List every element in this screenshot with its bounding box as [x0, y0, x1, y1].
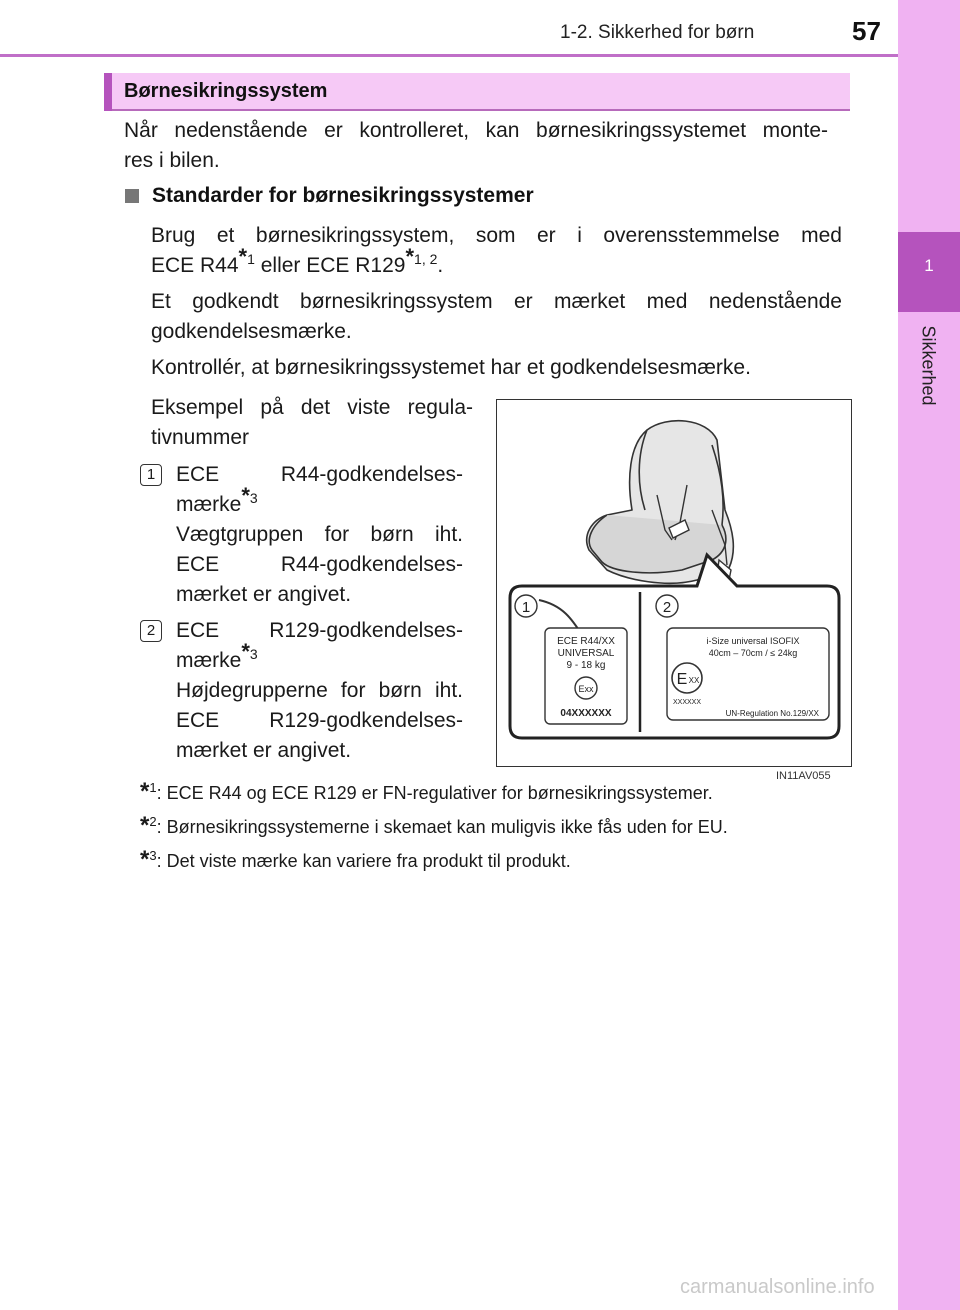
header-rule: [0, 54, 898, 57]
example-line-1: Eksempel på det viste regula-: [151, 396, 473, 419]
label-1-mark: Exx: [578, 684, 594, 694]
item-1-line-1: ECE R44-godkendelses-: [176, 463, 463, 486]
label-2-line-1: i-Size universal ISOFIX: [706, 636, 800, 646]
intro-line-2: res i bilen.: [124, 149, 220, 172]
paragraph-1-line-2: ECE R44$^{*1}$ eller ECE R129$^{*1, 2}$.: [151, 244, 444, 277]
item-1-line-3: Vægtgruppen for børn iht.: [176, 523, 463, 546]
callout-1-text: 1: [521, 599, 531, 616]
paragraph-2-line-2: godkendelsesmærke.: [151, 320, 352, 343]
item-1-line-4: ECE R44-godkendelses-: [176, 553, 463, 576]
paragraph-1-line-1: Brug et børnesikringssystem, som er i overensstemmelse med: [151, 224, 842, 247]
footnote-2: *$^2$: Børnesikringssystemerne i skemaet kan muligvis ikke fås uden for EU.: [140, 812, 728, 839]
item-2-line-5: mærket er angivet.: [176, 739, 352, 762]
chapter-number: 1: [924, 256, 934, 275]
footnote-1: *$^1$: ECE R44 og ECE R129 er FN-regulativer for børnesikringssystemer.: [140, 778, 713, 805]
item-2-line-1: ECE R129-godkendelses-: [176, 619, 463, 642]
label-1-line-3: 9 - 18 kg: [566, 660, 606, 671]
label-2-mark-xx: XX: [688, 676, 700, 685]
section-title-accent: [104, 73, 112, 111]
callout-2-text: 2: [662, 599, 672, 616]
item-2-number: 2: [140, 620, 162, 642]
item-2-line-4: ECE R129-godkendelses-: [176, 709, 463, 732]
item-1-number: 1: [140, 464, 162, 486]
intro-line-1: Når nedenstående er kontrolleret, kan børnesikringssystemet monte-: [124, 119, 828, 142]
item-2-line-2: mærke$^{*3}$: [176, 639, 258, 672]
child-seat-illustration: [496, 399, 852, 767]
label-2-mark-e: E: [676, 671, 688, 688]
item-1-line-2: mærke$^{*3}$: [176, 483, 258, 516]
label-1-line-2: UNIVERSAL: [557, 648, 615, 659]
label-1-line-1: ECE R44/XX: [557, 636, 615, 647]
item-1-line-5: mærket er angivet.: [176, 583, 352, 606]
paragraph-2-line-1: Et godkendt børnesikringssystem er mærket med nedenstående: [151, 290, 842, 313]
subheading-bullet: [125, 189, 139, 203]
figure-code: IN11AV055: [776, 770, 831, 782]
page-number: 57: [852, 16, 881, 46]
label-2-code: XXXXXX: [673, 699, 702, 706]
section-title: Børnesikringssystem: [124, 80, 328, 102]
child-seat-drawing: [497, 400, 851, 766]
chapter-label: Sikkerhed: [918, 325, 939, 406]
footnote-3: *$^3$: Det viste mærke kan variere fra produkt til produkt.: [140, 846, 571, 873]
example-line-2: tivnummer: [151, 426, 250, 449]
item-2-line-3: Højdegrupperne for børn iht.: [176, 679, 463, 702]
label-1-code: 04XXXXXX: [560, 708, 612, 719]
watermark: carmanualsonline.info: [680, 1276, 875, 1298]
label-2-line-2: 40cm – 70cm / ≤ 24kg: [708, 648, 798, 658]
running-header: 1-2. Sikkerhed for børn: [560, 22, 755, 43]
subheading: Standarder for børnesikringssystemer: [152, 184, 534, 207]
label-2-regulation: UN-Regulation No.129/XX: [725, 709, 819, 718]
chapter-side-tab: [898, 0, 960, 1310]
paragraph-3: Kontrollér, at børnesikringssystemet har et godkendelsesmærke.: [151, 356, 751, 379]
